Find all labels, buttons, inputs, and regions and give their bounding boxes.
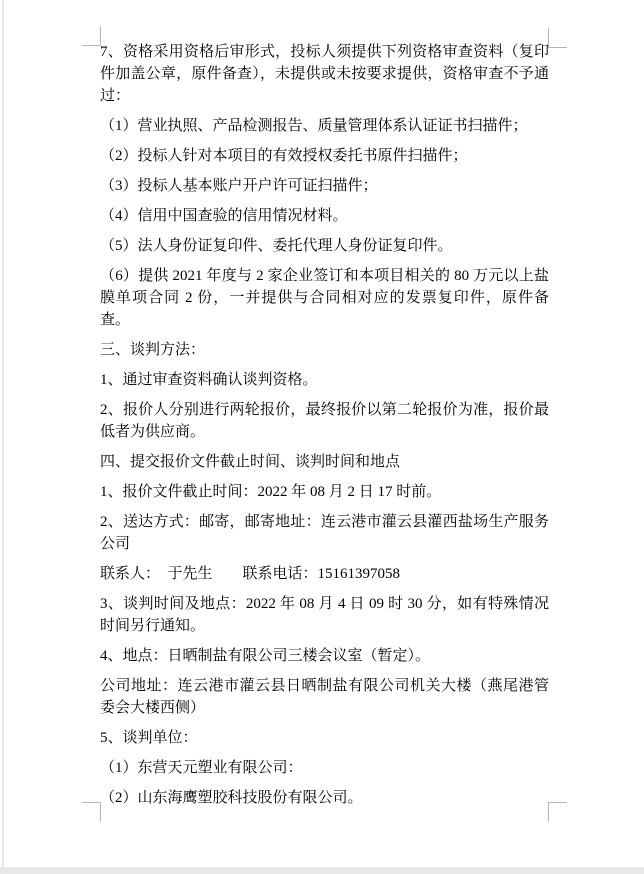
paragraph-method-1: 1、通过审查资料确认谈判资格。	[100, 372, 318, 388]
paragraph-negotiation-time: 3、谈判时间及地点：2022 年 08 月 4 日 09 时 30 分，如有特殊情况时间另行通知。	[100, 596, 549, 634]
paragraph-unit-2: （2）山东海鹰塑胶科技股份有限公司。	[100, 790, 363, 806]
paragraph-deadline: 1、报价文件截止时间：2022 年 08 月 2 日 17 时前。	[100, 484, 442, 500]
paragraph-unit-1: （1）东营天元塑业有限公司：	[100, 760, 303, 776]
paragraph-section-3-heading: 三、谈判方法：	[100, 342, 206, 358]
page-edge-bottom	[0, 867, 644, 874]
crop-mark-top-right	[548, 28, 567, 48]
paragraph-delivery: 2、送达方式：邮寄，邮寄地址：连云港市灌云县灌西盐场生产服务公司	[100, 514, 549, 552]
paragraph-units-heading: 5、谈判单位：	[100, 730, 198, 746]
paragraph-item-2: （2）投标人针对本项目的有效授权委托书原件扫描件；	[100, 148, 468, 164]
paragraph-section-4-heading: 四、提交报价文件截止时间、谈判时间和地点	[100, 454, 401, 470]
paragraph-item-6: （6）提供 2021 年度与 2 家企业签订和本项目相关的 80 万元以上盐膜单项合同 2 份，一并提供与合同相对应的发票复印件，原件备查。	[100, 268, 549, 328]
paragraph-method-2: 2、报价人分别进行两轮报价，最终报价以第二轮报价为准，报价最低者为供应商。	[100, 402, 549, 440]
crop-mark-bottom-right	[548, 802, 567, 822]
paragraph-item-1: （1）营业执照、产品检测报告、质量管理体系认证证书扫描件；	[100, 118, 528, 134]
paragraph-item-4: （4）信用中国查验的信用情况材料。	[100, 208, 348, 224]
paragraph-item-3: （3）投标人基本账户开户许可证扫描件；	[100, 178, 378, 194]
paragraph-company-address: 公司地址：连云港市灌云县日晒制盐有限公司机关大楼（燕尾港管委会大楼西侧）	[100, 678, 549, 716]
page-edge-left	[2, 0, 4, 874]
document-body	[100, 41, 549, 817]
crop-mark-top-left	[82, 26, 101, 46]
paragraph-contact: 联系人： 于先生 联系电话：15161397058	[100, 566, 401, 582]
crop-mark-bottom-left	[82, 802, 101, 822]
paragraph-item-5: （5）法人身份证复印件、委托代理人身份证复印件。	[100, 238, 453, 254]
paragraph-qualification-intro: 7、资格采用资格后审形式，投标人须提供下列资格审查资料（复印件加盖公章，原件备查），未提供或未按要求提供，资格审查不予通过：	[100, 44, 549, 104]
paragraph-location: 4、地点：日晒制盐有限公司三楼会议室（暂定）。	[100, 648, 431, 664]
